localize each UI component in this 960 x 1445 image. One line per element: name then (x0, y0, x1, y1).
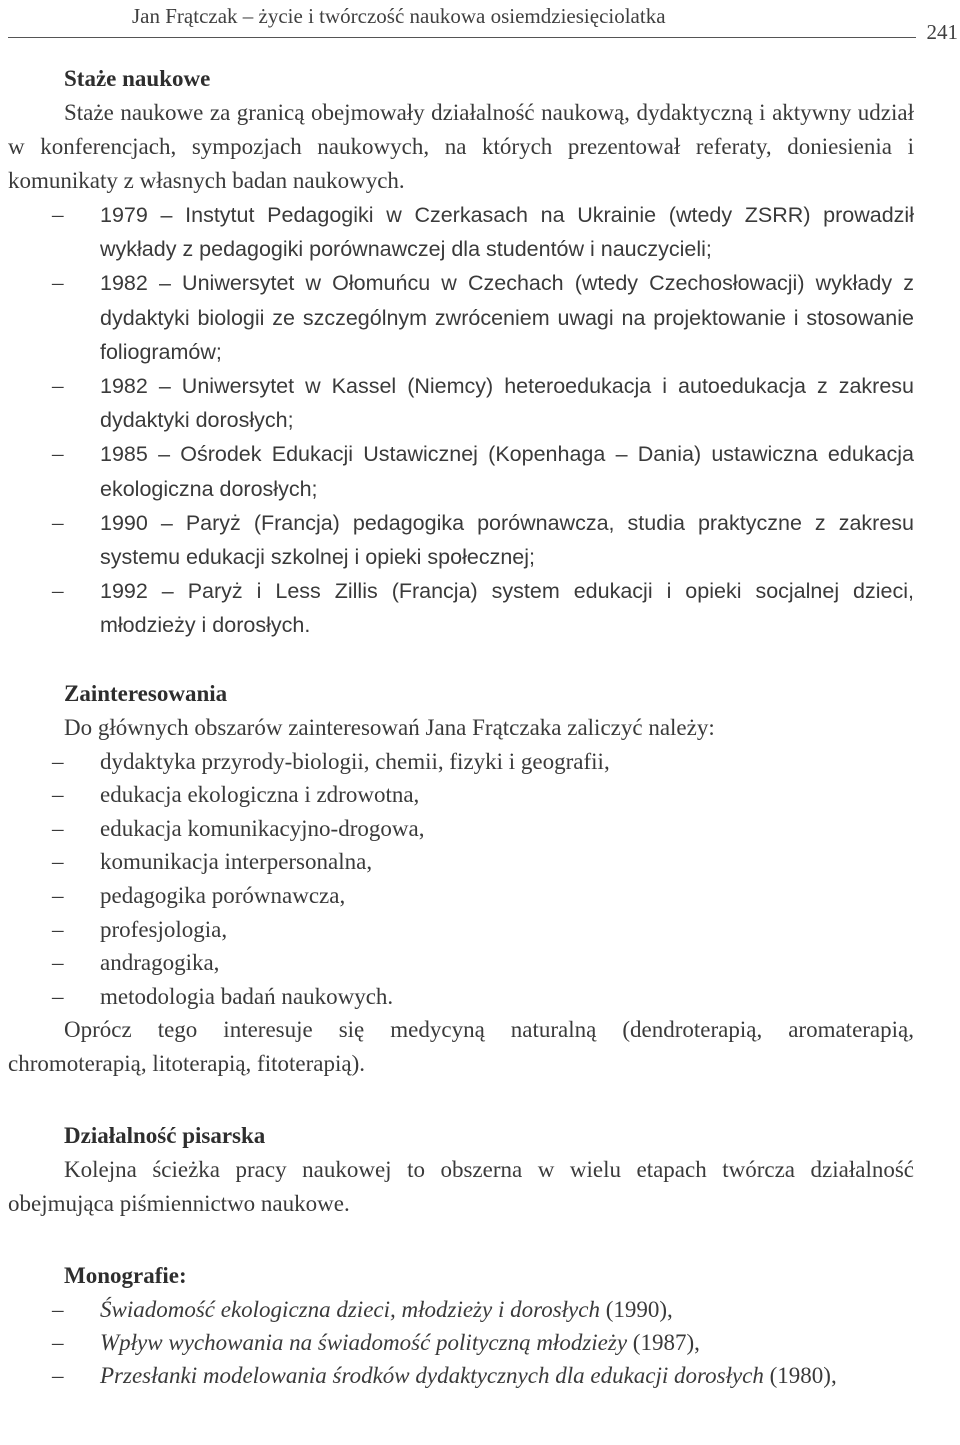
page-header (0, 0, 960, 44)
monograph-title: Przesłanki modelowania środków dydaktycznych dla edukacji dorosłych (100, 1363, 764, 1389)
list-item: – edukacja komunikacyjno-drogowa, (52, 815, 425, 841)
list-item: – 1982 – Uniwersytet w Kassel (Niemcy) heteroedukacja i autoedukacja z zakresu dydaktyki dorosłych; (52, 373, 914, 433)
section-heading-monografie: Monografie: (64, 1263, 187, 1289)
monograph-title: Wpływ wychowania na świadomość polityczną młodzieży (100, 1330, 628, 1356)
section-heading-pisarska: Działalność pisarska (64, 1123, 266, 1149)
header-rule (8, 37, 916, 38)
page-body (8, 62, 914, 1392)
page-number: 241 (926, 20, 958, 44)
zainteresowania-outro: Oprócz tego interesuje się medycyną naturalną (dendroterapią, aromaterapią, chromoterapią, litoterapią, fitoterapią). (8, 1017, 914, 1077)
zainteresowania-intro: Do głównych obszarów zainteresowań Jana Frątczaka zaliczyć należy: (64, 714, 715, 740)
list-item: – edukacja ekologiczna i zdrowotna, (52, 782, 420, 808)
list-item: – profesjologia, (52, 916, 228, 942)
list-item: – dydaktyka przyrody-biologii, chemii, fizyki i geografii, (52, 748, 610, 774)
staze-intro: Staże naukowe za granicą obejmowały działalność naukową, dydaktyczną i aktywny udział w konferencjach, sympozjach naukowych, na których prezentował referaty, doniesienia i komunikaty z własnych badan naukowych. (8, 100, 914, 193)
staze-list (8, 198, 914, 643)
list-item: – 1979 – Instytut Pedagogiki w Czerkasach na Ukrainie (wtedy ZSRR) prowadził wykłady z pedagogiki porównawczej dla studentów i nauczycieli; (52, 202, 914, 262)
pisarska-intro: Kolejna ścieżka pracy naukowej to obszerna w wielu etapach twórcza działalność obejmująca piśmiennictwo naukowe. (8, 1157, 914, 1217)
zainteresowania-list (8, 745, 914, 1014)
running-title: Jan Frątczak – życie i twórczość naukowa osiemdziesięciolatka (132, 4, 666, 28)
list-item: – Przesłanki modelowania środków dydaktycznych dla edukacji dorosłych (1980), (52, 1363, 837, 1389)
list-item: – Świadomość ekologiczna dzieci, młodzieży i dorosłych (1990), (52, 1297, 673, 1323)
list-item: – 1990 – Paryż (Francja) pedagogika porównawcza, studia praktyczne z zakresu systemu edukacji szkolnej i opieki społecznej; (52, 509, 914, 570)
monograph-year: (1980), (763, 1363, 837, 1389)
list-item: – andragogika, (52, 950, 220, 976)
list-item: – komunikacja interpersonalna, (52, 849, 373, 875)
monografie-list (8, 1293, 914, 1392)
list-item: – metodologia badań naukowych. (52, 983, 394, 1009)
monograph-year: (1990), (599, 1297, 673, 1323)
list-item: – pedagogika porównawcza, (52, 883, 346, 909)
list-item: – Wpływ wychowania na świadomość polityczną młodzieży (1987), (52, 1330, 700, 1356)
list-item: – 1992 – Paryż i Less Zillis (Francja) system edukacji i opieki socjalnej dzieci, młodzieży i dorosłych. (52, 578, 914, 638)
section-heading-zainteresowania: Zainteresowania (64, 680, 228, 706)
list-item: – 1985 – Ośrodek Edukacji Ustawicznej (Kopenhaga – Dania) ustawiczna edukacja ekologiczna dorosłych; (52, 441, 914, 501)
monograph-title: Świadomość ekologiczna dzieci, młodzieży i dorosłych (100, 1297, 600, 1323)
monograph-year: (1987), (627, 1330, 700, 1356)
list-item: – 1982 – Uniwersytet w Ołomuńcu w Czechach (wtedy Czechosłowacji) wykłady z dydaktyki biologii ze szczególnym zwróceniem uwagi na projektowanie i stosowanie foliogramów; (52, 270, 914, 364)
section-heading-staze: Staże naukowe (64, 66, 211, 91)
